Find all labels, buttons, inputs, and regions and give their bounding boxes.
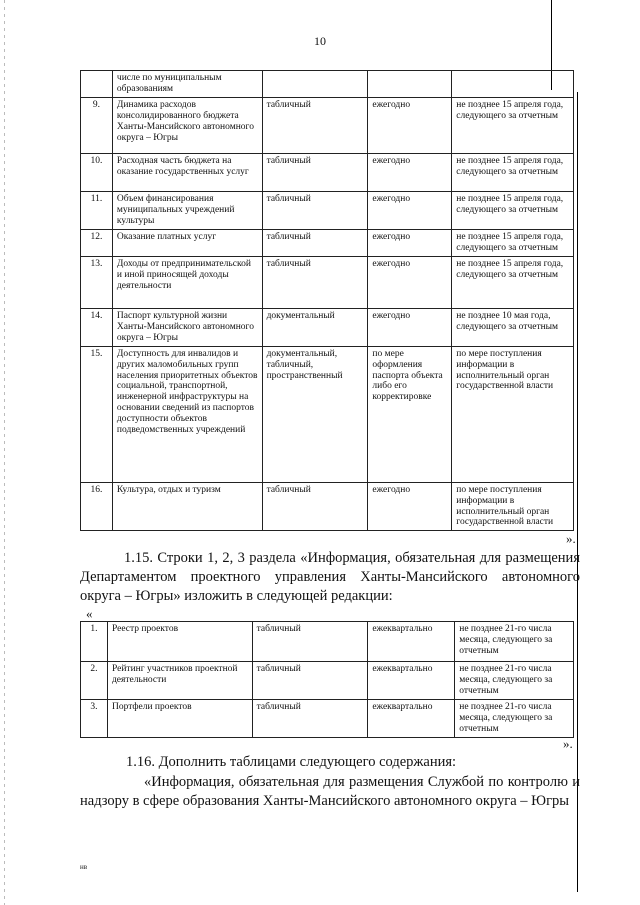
cell-name: Реестр проектов (107, 622, 252, 662)
cell-form: табличный (262, 153, 368, 191)
cell-form: табличный (262, 256, 368, 308)
cell-form: табличный (262, 229, 368, 256)
table-row (81, 700, 574, 738)
cell-form: документальный, табличный, пространственный (262, 346, 368, 482)
cell-deadline: по мере поступления информации в исполнительный орган государственной власти (452, 346, 574, 482)
cell-form: табличный (252, 662, 368, 700)
table-row (81, 97, 574, 153)
cell-num: 11. (81, 191, 113, 229)
page-edge-line (4, 0, 5, 905)
cell-form: табличный (252, 700, 368, 738)
table-row (81, 308, 574, 346)
cell-form: документальный (262, 308, 368, 346)
scan-line-right (577, 92, 578, 892)
cell-num: 2. (81, 662, 108, 700)
table-project-management (80, 621, 574, 738)
table-row (81, 256, 574, 308)
cell-name: Оказание платных услуг (112, 229, 262, 256)
cell-freq: ежегодно (368, 482, 452, 531)
table-row (81, 71, 574, 98)
cell-freq: ежегодно (368, 229, 452, 256)
cell-freq: ежегодно (368, 153, 452, 191)
cell-name: Доходы от предпринимательской и иной приносящей доходы деятельности (112, 256, 262, 308)
cell-num: 14. (81, 308, 113, 346)
cell-num: 15. (81, 346, 113, 482)
paragraph-1-16: 1.16. Дополнить таблицами следующего содержания: (126, 754, 457, 770)
cell-name: числе по муниципальным образованиям (112, 71, 262, 98)
cell-freq: ежегодно (368, 308, 452, 346)
cell-num (81, 71, 113, 98)
cell-form (262, 71, 368, 98)
table-row (81, 153, 574, 191)
table-row (81, 191, 574, 229)
cell-form: табличный (262, 482, 368, 531)
closing-quote-2: ». (563, 736, 573, 751)
cell-form: табличный (262, 97, 368, 153)
cell-freq: ежегодно (368, 97, 452, 153)
cell-form: табличный (262, 191, 368, 229)
cell-name: Паспорт культурной жизни Ханты-Мансийского автономного округа – Югры (112, 308, 262, 346)
cell-freq (368, 71, 452, 98)
cell-num: 10. (81, 153, 113, 191)
cell-freq: ежегодно (368, 191, 452, 229)
cell-deadline: не позднее 15 апреля года, следующего за отчетным (452, 97, 574, 153)
cell-name: Доступность для инвалидов и других маломобильных групп населения приоритетных объектов социальной, транспортной, инженерной инфраструктуры на основании сведений из паспортов доступности объектов подведомственных учреждений (112, 346, 262, 482)
cell-num: 16. (81, 482, 113, 531)
table-row (81, 482, 574, 531)
cell-num: 13. (81, 256, 113, 308)
cell-deadline: не позднее 15 апреля года, следующего за отчетным (452, 256, 574, 308)
table-1-body (81, 71, 574, 531)
table-information-culture (80, 70, 574, 531)
cell-name: Динамика расходов консолидированного бюджета Ханты-Мансийского автономного округа – Югры (112, 97, 262, 153)
cell-deadline: не позднее 15 апреля года, следующего за отчетным (452, 191, 574, 229)
cell-freq: по мере оформления паспорта объекта либо его корректировке (368, 346, 452, 482)
cell-deadline: не позднее 10 мая года, следующего за отчетным (452, 308, 574, 346)
page-number: 10 (314, 34, 326, 48)
table-row (81, 229, 574, 256)
cell-form: табличный (252, 622, 368, 662)
table-row (81, 622, 574, 662)
table-2-body (81, 622, 574, 738)
cell-deadline: не позднее 21-го числа месяца, следующего за отчетным (455, 662, 574, 700)
cell-deadline (452, 71, 574, 98)
paragraph-1-15: 1.15. Строки 1, 2, 3 раздела «Информация, обязательная для размещения Департаментом проектного управления Ханты-Мансийского автономного округа – Югры» изложить в следующей редакции: (80, 550, 580, 604)
footer-mark: нв (80, 863, 88, 871)
cell-freq: ежеквартально (368, 700, 455, 738)
opening-quote-2: « (86, 606, 93, 621)
cell-deadline: не позднее 21-го числа месяца, следующего за отчетным (455, 622, 574, 662)
closing-quote-1: ». (566, 531, 576, 546)
cell-deadline: по мере поступления информации в исполнительный орган государственной власти (452, 482, 574, 531)
table-row (81, 662, 574, 700)
cell-name: Портфели проектов (107, 700, 252, 738)
cell-deadline: не позднее 15 апреля года, следующего за отчетным (452, 153, 574, 191)
table-row (81, 346, 574, 482)
cell-num: 1. (81, 622, 108, 662)
cell-num: 3. (81, 700, 108, 738)
cell-freq: ежеквартально (368, 622, 455, 662)
paragraph-1-16-quote: «Информация, обязательная для размещения Службой по контролю и надзору в сфере образования Ханты-Мансийского автономного округа – Югры (80, 774, 580, 809)
cell-num: 9. (81, 97, 113, 153)
cell-freq: ежеквартально (368, 662, 455, 700)
cell-name: Расходная часть бюджета на оказание государственных услуг (112, 153, 262, 191)
cell-name: Рейтинг участников проектной деятельности (107, 662, 252, 700)
cell-deadline: не позднее 21-го числа месяца, следующего за отчетным (455, 700, 574, 738)
cell-freq: ежегодно (368, 256, 452, 308)
cell-deadline: не позднее 15 апреля года, следующего за отчетным (452, 229, 574, 256)
cell-name: Культура, отдых и туризм (112, 482, 262, 531)
cell-num: 12. (81, 229, 113, 256)
cell-name: Объем финансирования муниципальных учреждений культуры (112, 191, 262, 229)
